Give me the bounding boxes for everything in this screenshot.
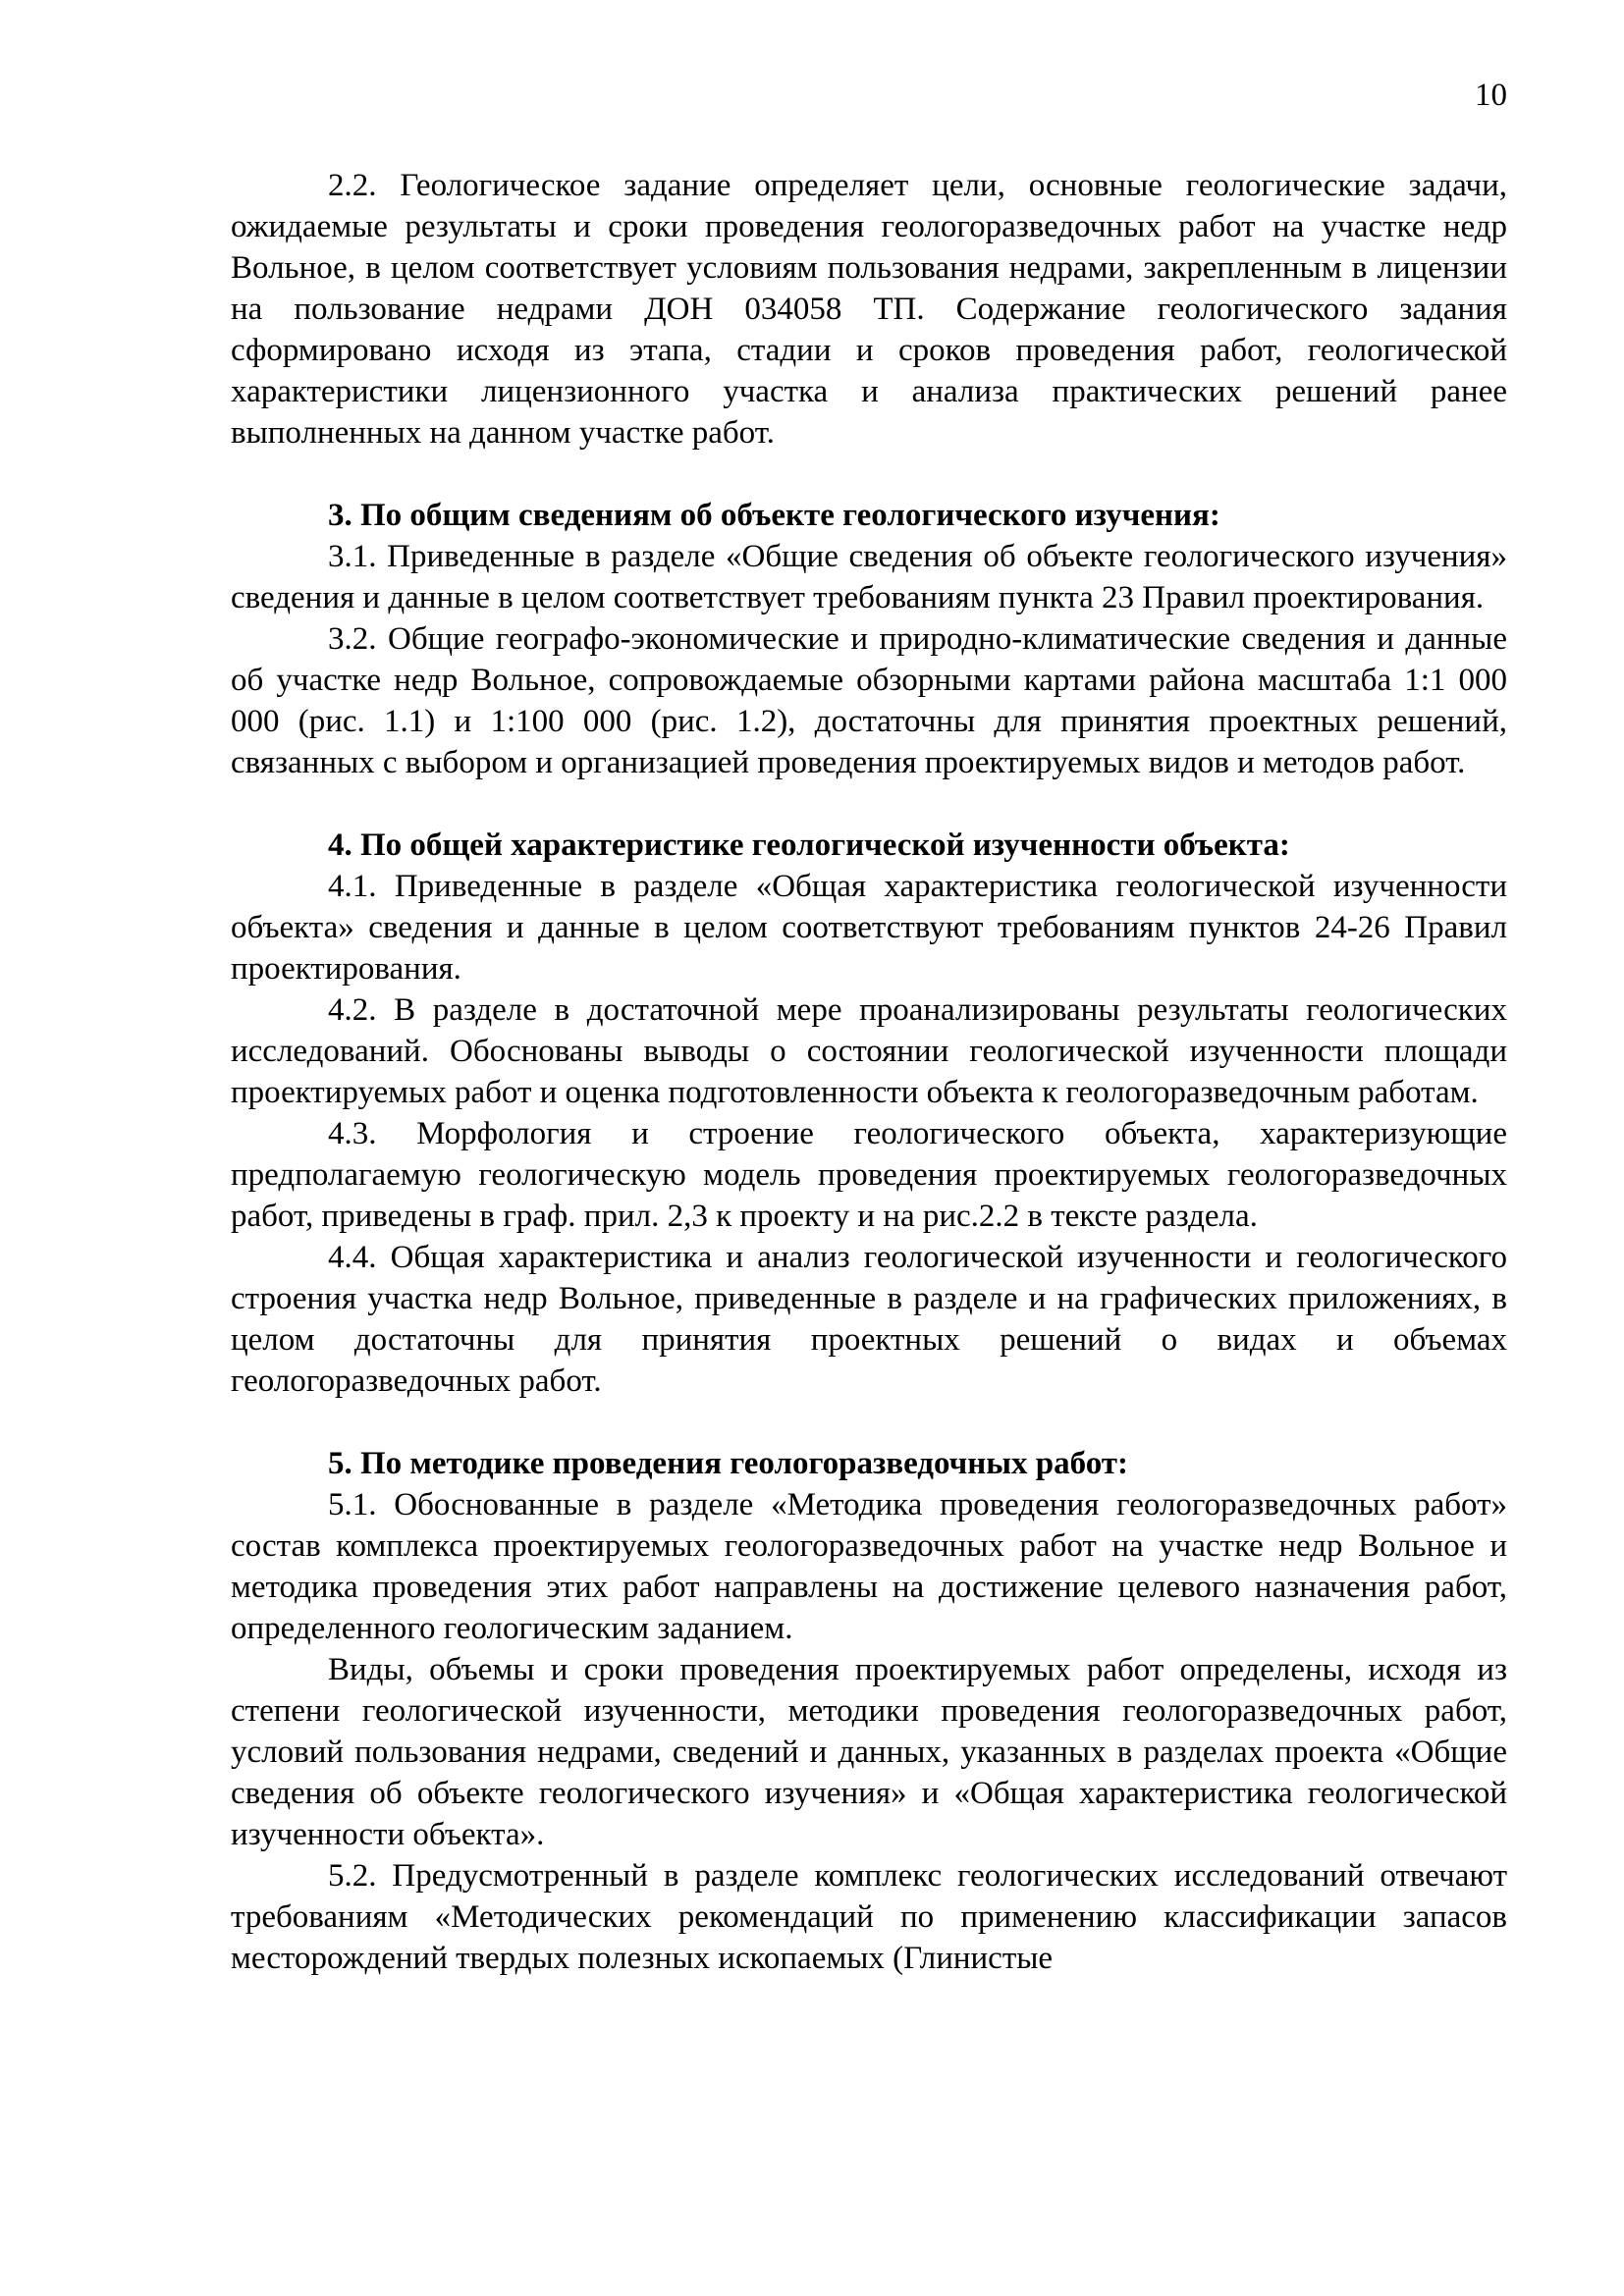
paragraph-4-3: 4.3. Морфология и строение геологического объекта, характеризующие предполагаемую геологическую модель проведения проектируемых геологоразведочных работ, приведены в граф. прил. 2,3 к проекту и на рис.2.2 в тексте раздела. xyxy=(231,1116,1507,1234)
section-gap xyxy=(231,1402,1507,1443)
page-number: 10 xyxy=(1475,78,1507,113)
paragraph-4-2: 4.2. В разделе в достаточной мере проанализированы результаты геологических исследований. Обоснованы выводы о состоянии геологической изученности площади проектируемых работ и оценка подготовленности объекта к геологоразведочным работам. xyxy=(231,992,1507,1110)
paragraph-5-1: 5.1. Обоснованные в разделе «Методика проведения геологоразведочных работ» состав комплекса проектируемых геологоразведочных работ на участке недр Вольное и методика проведения этих работ направлены на достижение целевого назначения работ, определенного геологическим заданием. xyxy=(231,1487,1507,1646)
section-heading-5: 5. По методике проведения геологоразведочных работ: xyxy=(328,1446,1128,1481)
section-gap xyxy=(231,783,1507,825)
paragraph-2-2: 2.2. Геологическое задание определяет цели, основные геологические задачи, ожидаемые результаты и сроки проведения геологоразведочных работ на участке недр Вольное, в целом соответствует условиям пользования недрами, закрепленным в лицензии на пользование недрами ДОН 034058 ТП. Содержание геологического задания сформировано исходя из этапа, стадии и сроков проведения работ, геологической характеристики лицензионного участка и анализа практических решений ранее выполненных на данном участке работ. xyxy=(231,168,1507,451)
section-heading-4: 4. По общей характеристике геологической изученности объекта: xyxy=(328,828,1290,863)
paragraph-4-4: 4.4. Общая характеристика и анализ геологической изученности и геологического строения участка недр Вольное, приведенные в разделе и на графических приложениях, в целом достаточны для принятия проектных решений о видах и объемах геологоразведочных работ. xyxy=(231,1240,1507,1399)
section-heading-3: 3. По общим сведениям об объекте геологического изучения: xyxy=(328,498,1220,533)
paragraph-5-1b: Виды, объемы и сроки проведения проектируемых работ определены, исходя из степени геологической изученности, методики проведения геологоразведочных работ, условий пользования недрами, сведений и данных, указанных в разделах проекта «Общие сведения об объекте геологического изучения» и «Общая характеристика геологической изученности объекта». xyxy=(231,1652,1507,1852)
paragraph-4-1: 4.1. Приведенные в разделе «Общая характеристика геологической изученности объекта» сведения и данные в целом соответствуют требованиям пунктов 24-26 Правил проектирования. xyxy=(231,869,1507,987)
paragraph-3-1: 3.1. Приведенные в разделе «Общие сведения об объекте геологического изучения» сведения и данные в целом соответствует требованиям пункта 23 Правил проектирования. xyxy=(231,539,1507,615)
document-body xyxy=(231,165,1507,1979)
section-gap xyxy=(231,454,1507,495)
paragraph-5-2: 5.2. Предусмотренный в разделе комплекс геологических исследований отвечают требованиям «Методических рекомендаций по применению классификации запасов месторождений твердых полезных ископаемых (Глинистые xyxy=(231,1858,1507,1976)
paragraph-3-2: 3.2. Общие географо-экономические и природно-климатические сведения и данные об участке недр Вольное, сопровождаемые обзорными картами района масштаба 1:1 000 000 (рис. 1.1) и 1:100 000 (рис. 1.2), достаточны для принятия проектных решений, связанных с выбором и организацией проведения проектируемых видов и методов работ. xyxy=(231,621,1507,780)
